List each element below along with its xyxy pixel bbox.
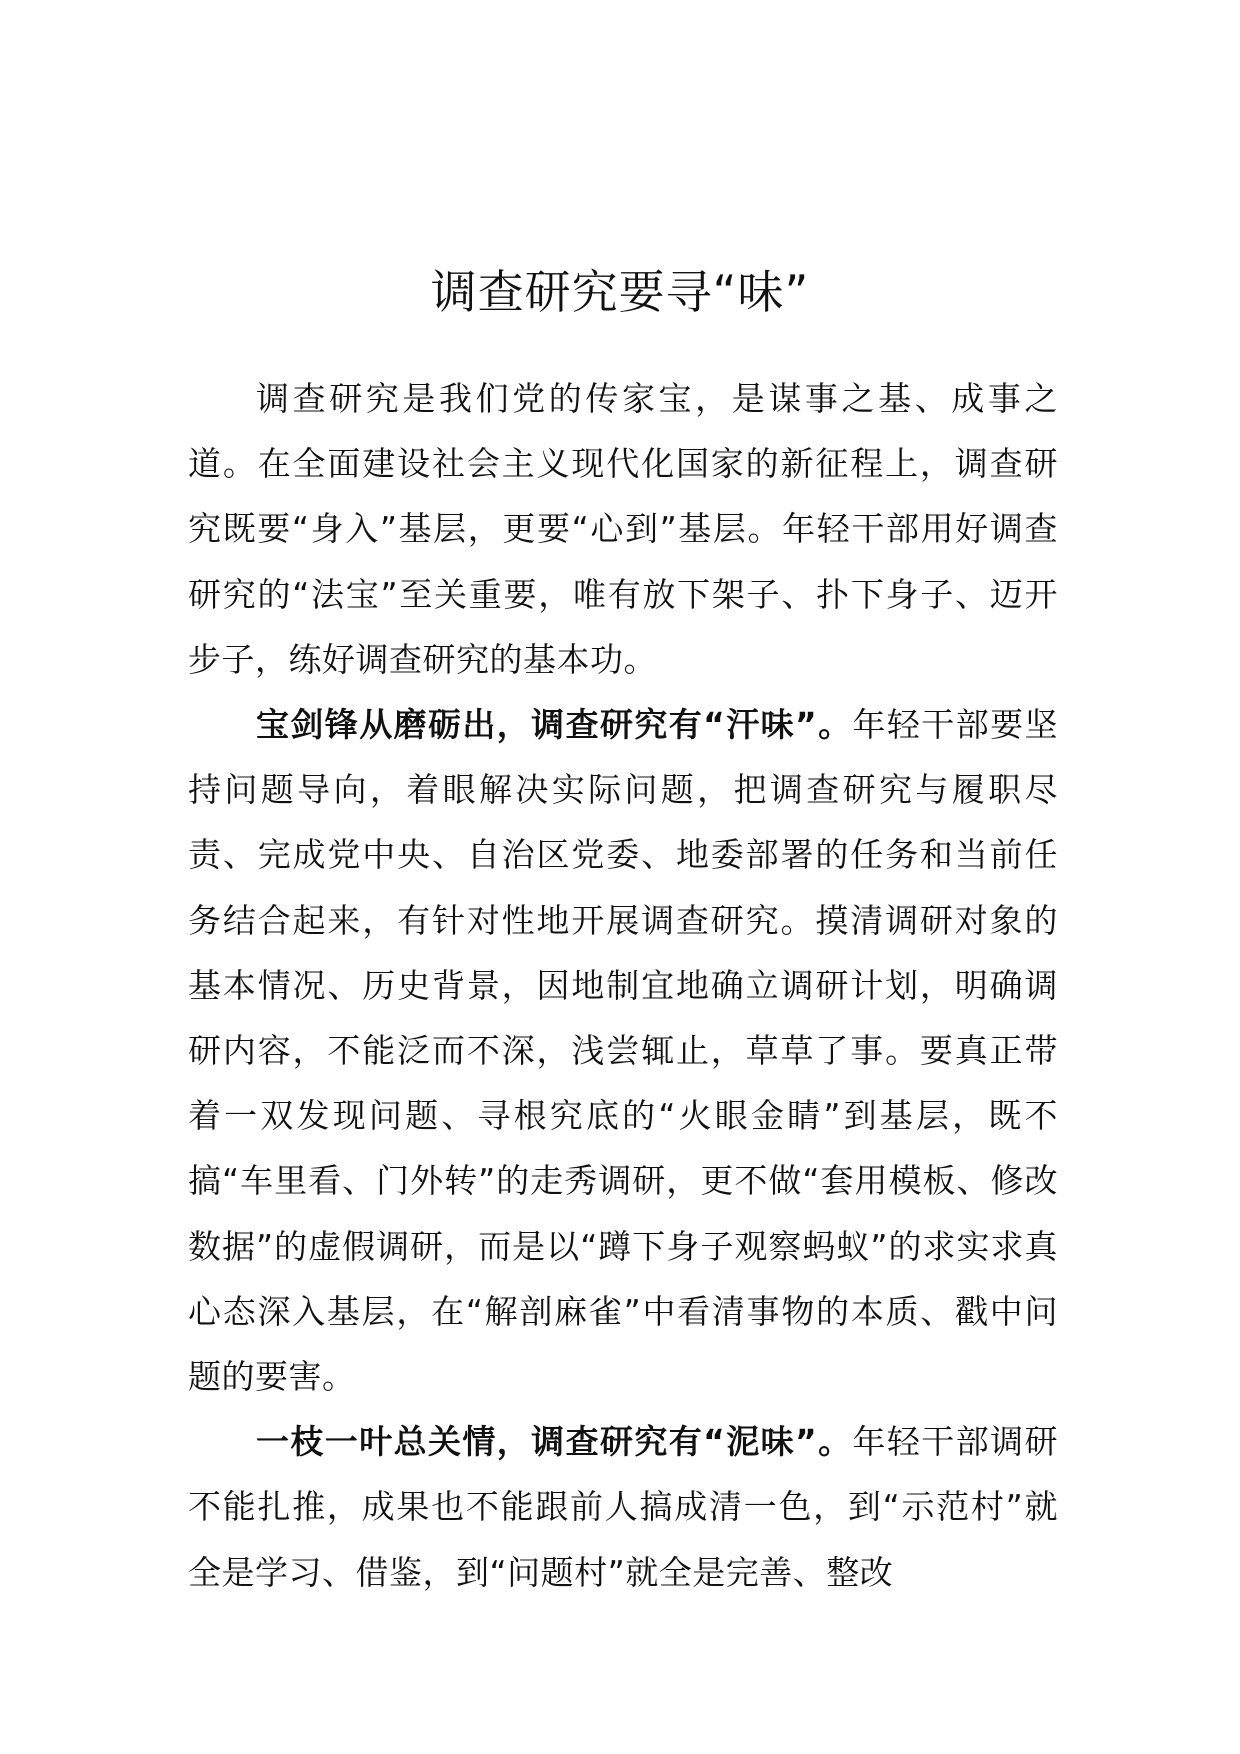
paragraph-2-text: 年轻干部要坚持问题导向，着眼解决实际问题，把调查研究与履职尽责、完成党中央、自治区党委、地委部署的任务和当前任务结合起来，有针对性地开展调查研究。摸清调研对象的基本情况、历史背景，因地制宜地确立调研计划，明确调研内容，不能泛而不深，浅尝辄止，草草了事。要真正带着一双发现问题、寻根究底的“火眼金睛”到基层，既不搞“车里看、门外转”的走秀调研，更不做“套用模板、修改数据”的虚假调研，而是以“蹲下身子观察蚂蚁”的求实求真心态深入基层，在“解剖麻雀”中看清事物的本质、戳中问题的要害。 <box>188 705 1058 1397</box>
paragraph-1 <box>188 366 1058 692</box>
paragraph-3-lead: 一枝一叶总关情，调查研究有“泥味”。 <box>256 1422 853 1462</box>
paragraph-3-text: 年轻干部调研不能扎推，成果也不能跟前人搞成清一色，到“示范村”就全是学习、借鉴，到“问题村”就全是完善、整改 <box>188 1422 1058 1592</box>
document-title: 调查研究要寻“味” <box>430 264 810 319</box>
document-body <box>188 366 1058 1605</box>
paragraph-3 <box>188 1409 1058 1605</box>
paragraph-2-lead: 宝剑锋从磨砺出，调查研究有“汗味”。 <box>256 705 853 745</box>
paragraph-2 <box>188 692 1058 1409</box>
paragraph-1-text: 调查研究是我们党的传家宝，是谋事之基、成事之道。在全面建设社会主义现代化国家的新征程上，调查研究既要“身入”基层，更要“心到”基层。年轻干部用好调查研究的“法宝”至关重要，唯有放下架子、扑下身子、迈开步子，练好调查研究的基本功。 <box>188 379 1058 679</box>
